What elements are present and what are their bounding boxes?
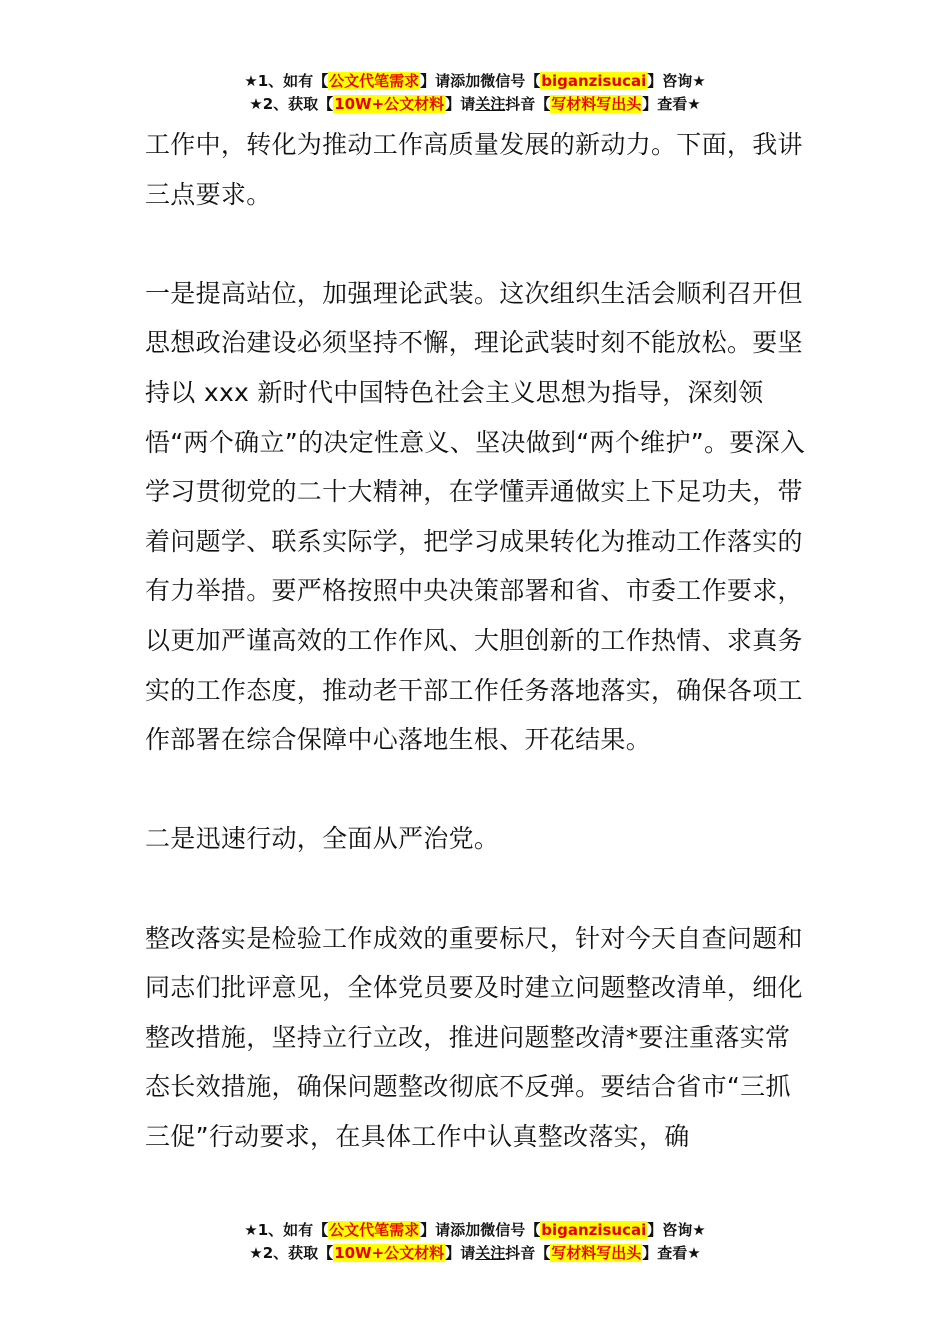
paragraph-spacer [145, 219, 810, 269]
banner-text: ★1、如有【 [244, 1221, 329, 1239]
paragraph-spacer [145, 864, 810, 914]
highlight-materials: 10W+公文材料 [334, 95, 445, 113]
highlight-wechat-id: biganzisucai [541, 1221, 647, 1239]
banner-text: ★2、获取【 [249, 1244, 334, 1262]
banner-text: 】请添 [420, 1221, 466, 1239]
header-banner [0, 70, 950, 116]
banner-text: ★2、获取【 [249, 95, 334, 113]
banner-text: 】请 [445, 1244, 476, 1262]
highlight-service: 公文代笔需求 [329, 1221, 420, 1239]
paragraph-point-two-heading: 二是迅速行动，全面从严治党。 [145, 824, 500, 854]
footer-banner-line-2 [0, 1242, 950, 1265]
highlight-douyin-account: 写材料写出头 [551, 1244, 642, 1262]
banner-text: 】咨询★ [647, 1221, 706, 1239]
banner-text: ★1、如有【 [244, 72, 329, 90]
banner-text-bold: 加 [465, 72, 481, 90]
banner-text: 微信号【 [480, 72, 541, 90]
header-banner-line-2 [0, 93, 950, 116]
banner-text: 】请 [445, 95, 476, 113]
banner-text-bold: 加 [465, 1221, 481, 1239]
paragraph-intro: 工作中，转化为推动工作高质量发展的新动力。下面，我讲三点要求。 [145, 130, 803, 209]
footer-banner-line-1 [0, 1219, 950, 1242]
highlight-wechat-id: biganzisucai [541, 72, 647, 90]
paragraph-point-one: 一是提高站位，加强理论武装。这次组织生活会顺利召开但思想政治建设必须坚持不懈，理论武装时刻不能放松。要坚持以 xxx 新时代中国特色社会主义思想为指导，深刻领悟“两个确立”的决定性意义、坚决做到“两个维护”。要深入学习贯彻党的二十大精神，在学懂弄通做实上下足功夫，带着问题学、联系实际学，把学习成果转化为推动工作落实的有力举措。要严格按照中央决策部署和省、市委工作要求，以更加严谨高效的工作作风、大胆创新的工作热情、求真务实的工作态度，推动老干部工作任务落地落实，确保各项工作部署在综合保障中心落地生根、开花结果。 [145, 278, 806, 755]
banner-text: 微信号【 [480, 1221, 541, 1239]
banner-text: 】咨询★ [647, 72, 706, 90]
footer-banner [0, 1219, 950, 1265]
highlight-materials: 10W+公文材料 [334, 1244, 445, 1262]
banner-text: 抖音【 [505, 95, 551, 113]
paragraph-rectification: 整改落实是检验工作成效的重要标尺，针对今天自查问题和同志们批评意见，全体党员要及时建立问题整改清单，细化整改措施，坚持立行立改，推进问题整改清*要注重落实常态长效措施，确保问题整改彻底不反弹。要结合省市“三抓三促”行动要求，在具体工作中认真整改落实，确 [145, 923, 803, 1151]
header-banner-line-1 [0, 70, 950, 93]
highlight-service: 公文代笔需求 [329, 72, 420, 90]
banner-text-underlined: 关注 [475, 95, 506, 113]
banner-text-underlined: 关注 [475, 1244, 506, 1262]
banner-text: 】请添 [420, 72, 466, 90]
document-body [145, 120, 810, 1161]
banner-text: 抖音【 [505, 1244, 551, 1262]
banner-text: 】查看★ [642, 95, 701, 113]
paragraph-spacer [145, 765, 810, 815]
banner-text: 】查看★ [642, 1244, 701, 1262]
highlight-douyin-account: 写材料写出头 [551, 95, 642, 113]
